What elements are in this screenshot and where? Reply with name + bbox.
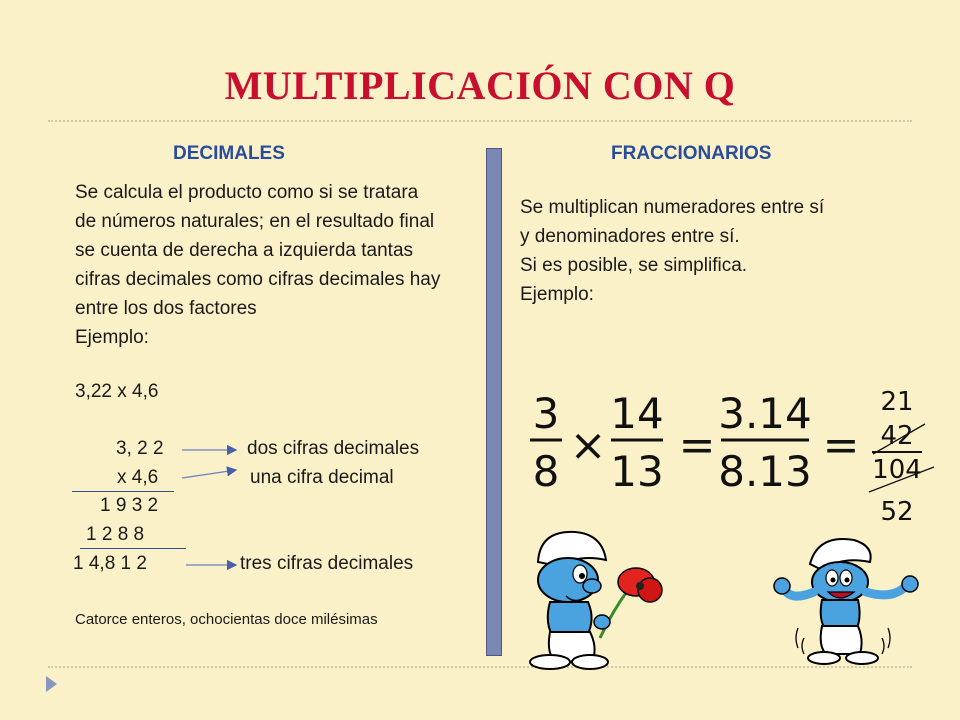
decimales-line: cifras decimales como cifras decimales hay	[75, 269, 441, 290]
equals-sign: =	[678, 420, 716, 471]
equals-sign: =	[822, 420, 860, 471]
smurf-shoe	[572, 655, 608, 669]
calc-row-factor1: 3, 2 2	[116, 438, 164, 459]
numerator-product: 42	[880, 421, 914, 451]
play-arrow-icon[interactable]	[46, 676, 57, 692]
denominator-product: 104	[872, 455, 922, 485]
fraction1-denominator: 8	[532, 447, 560, 496]
decimales-line: de números naturales; en el resultado final	[75, 211, 435, 232]
times-sign: ×	[569, 420, 607, 471]
fraccionarios-line: y denominadores entre sí.	[520, 226, 740, 247]
arrow-icon	[182, 470, 236, 478]
calc-row-factor2: x 4,6	[117, 467, 159, 488]
fraction3-denominator: 8.13	[718, 447, 812, 496]
calc-row-partial1: 1 9 3 2	[100, 495, 159, 516]
flower-stem	[600, 590, 628, 638]
calc-row-result: 1 4,8 1 2	[73, 553, 147, 574]
calc-row-partial2: 1 2 8 8	[86, 524, 145, 545]
top-divider-line	[48, 120, 912, 122]
smurf-nose	[583, 579, 601, 593]
decimales-explanation	[75, 178, 440, 352]
fraction3-numerator: 3.14	[718, 389, 812, 438]
decimales-line: Ejemplo:	[75, 327, 149, 348]
calc-underline-1	[72, 491, 174, 492]
decimales-line: entre los dos factores	[75, 298, 257, 319]
fraction2-denominator: 13	[610, 447, 664, 496]
fraction-equation	[520, 372, 950, 532]
simplified-numerator: 21	[880, 387, 914, 417]
fraction1-numerator: 3	[532, 389, 560, 438]
dancing-smurf-illustration	[770, 530, 930, 670]
decimales-line: Se calcula el producto como si se tratara	[75, 182, 419, 203]
fraction2-numerator: 14	[610, 389, 664, 438]
simplified-denominator: 52	[880, 497, 914, 527]
note-three-decimals: tres cifras decimales	[240, 553, 414, 574]
smurf-with-flower-illustration	[510, 520, 670, 670]
slide-title: MULTIPLICACIÓN CON Q	[224, 63, 736, 108]
smurf-pants	[821, 626, 862, 654]
arrows-layer	[170, 440, 250, 580]
fraccionarios-line: Si es posible, se simplifica.	[520, 255, 748, 276]
smurf-shoe	[530, 655, 570, 669]
operation-text: 3,22 x 4,6	[75, 381, 159, 402]
fraccionarios-line: Ejemplo:	[520, 284, 594, 305]
fraccionarios-line: Se multiplican numeradores entre sí	[520, 197, 825, 218]
fraccionarios-header: FRACCIONARIOS	[611, 143, 772, 164]
result-in-words: Catorce enteros, ochocientas doce milésimas	[75, 611, 378, 628]
note-two-decimals: dos cifras decimales	[247, 438, 420, 459]
note-one-decimal: una cifra decimal	[250, 467, 394, 488]
fraccionarios-explanation	[520, 193, 824, 309]
decimales-header: DECIMALES	[173, 143, 285, 164]
column-divider-bar	[486, 148, 502, 656]
decimales-line: se cuenta de derecha a izquierda tantas	[75, 240, 414, 261]
